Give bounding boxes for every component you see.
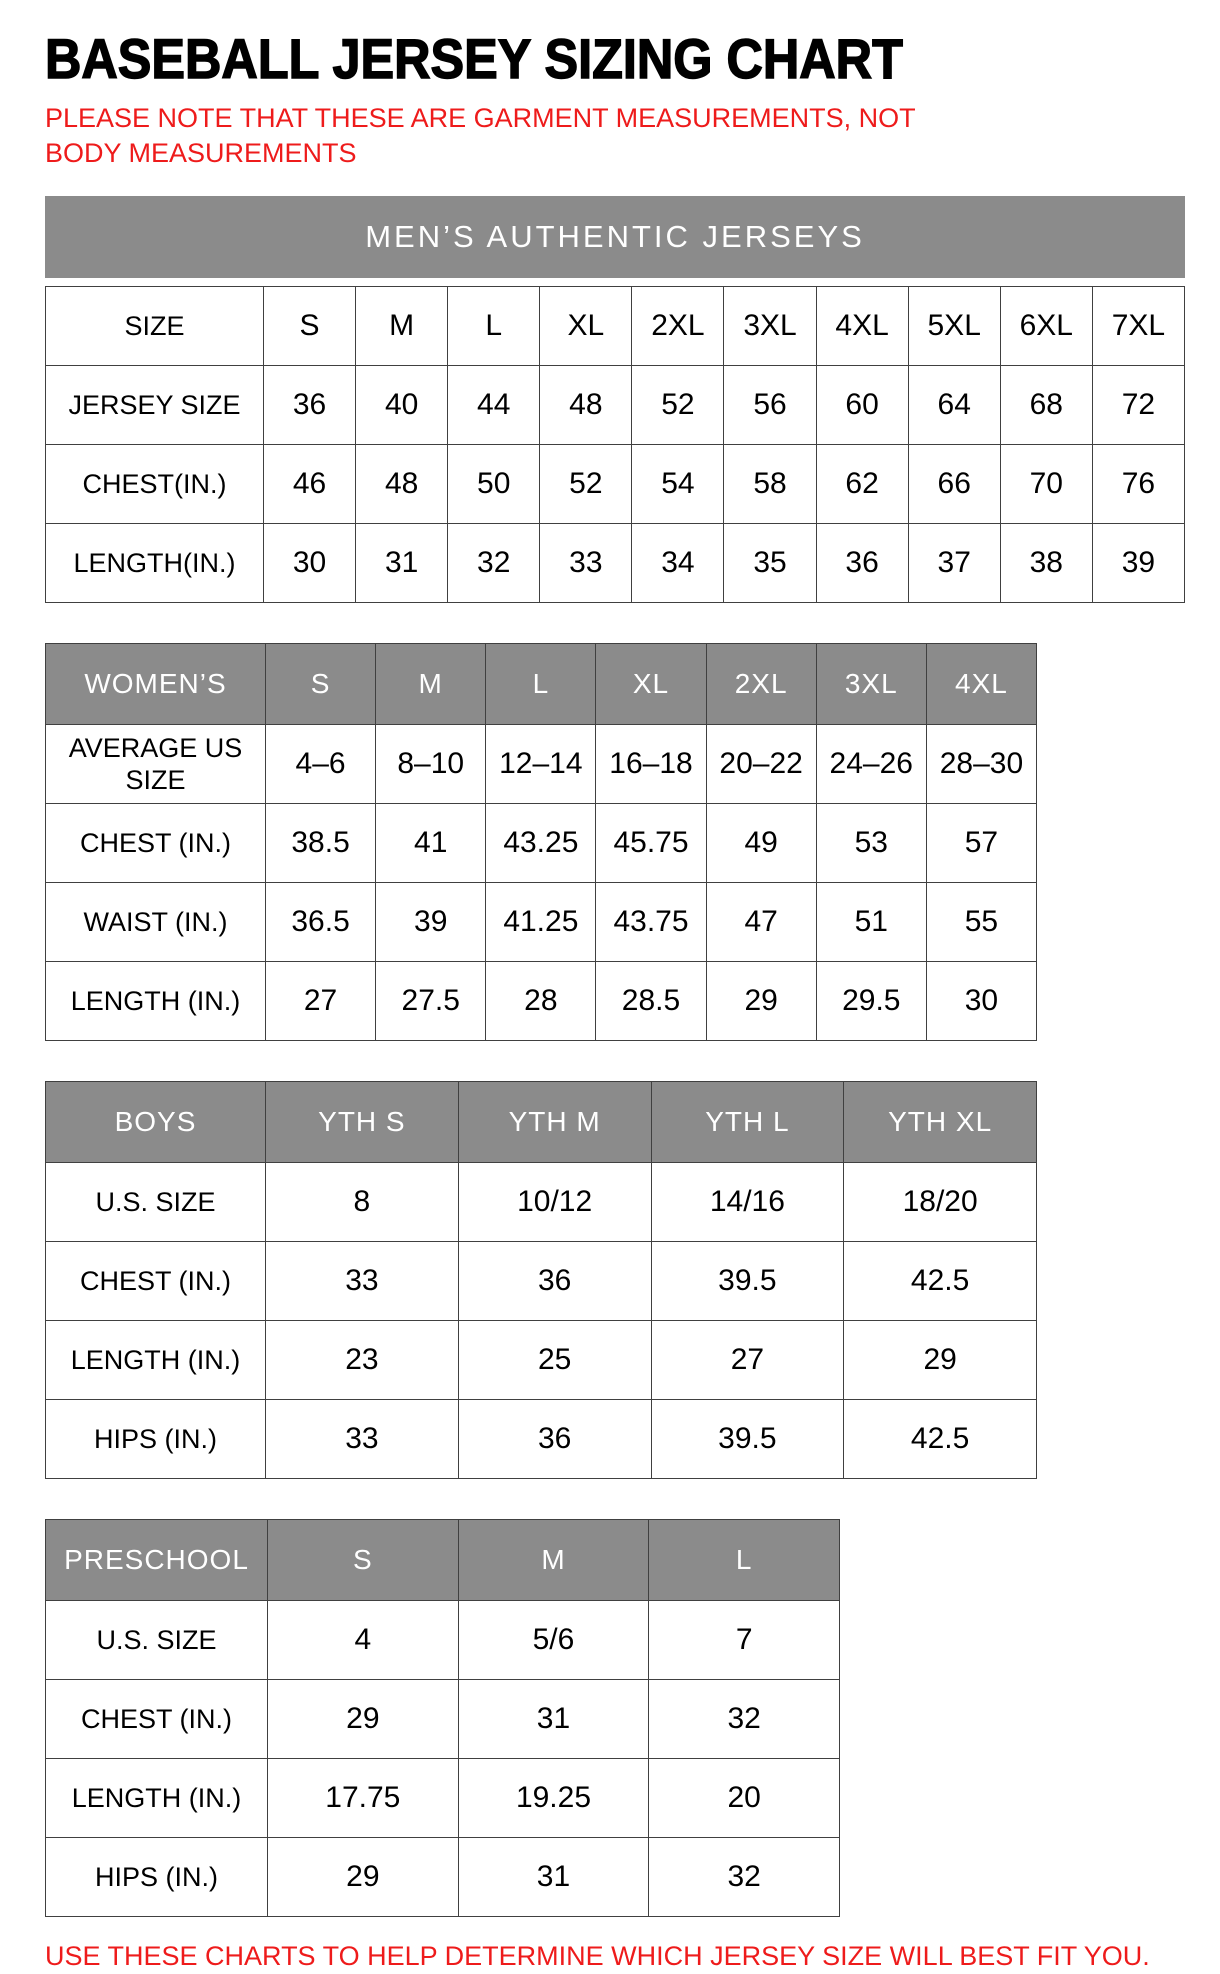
size-value-cell: 29 (706, 962, 816, 1041)
size-value-cell: 28–30 (926, 725, 1036, 804)
size-value-cell: 52 (632, 366, 724, 445)
size-value-cell: 7XL (1092, 287, 1184, 366)
mens-size-grid (45, 286, 1185, 603)
size-value-cell: 64 (908, 366, 1000, 445)
size-value-cell: 41.25 (486, 883, 596, 962)
table-row (46, 366, 1185, 445)
size-value-cell: 33 (266, 1242, 459, 1321)
row-label: HIPS (IN.) (46, 1400, 266, 1479)
size-value-cell: 42.5 (844, 1400, 1037, 1479)
size-value-cell: 44 (448, 366, 540, 445)
table-row (46, 883, 1037, 962)
header-row (46, 1520, 840, 1601)
size-value-cell: 18/20 (844, 1163, 1037, 1242)
size-value-cell: 48 (356, 445, 448, 524)
size-value-cell: M (356, 287, 448, 366)
size-value-cell: 12–14 (486, 725, 596, 804)
size-value-cell: 39 (1092, 524, 1184, 603)
table-corner-label: PRESCHOOL (46, 1520, 268, 1601)
mens-jerseys-table-section (45, 196, 1190, 603)
size-value-cell: 28 (486, 962, 596, 1041)
table-row (46, 962, 1037, 1041)
size-value-cell: 4 (268, 1601, 459, 1680)
size-value-cell: 29 (268, 1838, 459, 1917)
column-header: YTH XL (844, 1082, 1037, 1163)
column-header: S (268, 1520, 459, 1601)
size-value-cell: 20–22 (706, 725, 816, 804)
size-value-cell: 62 (816, 445, 908, 524)
size-value-cell: 72 (1092, 366, 1184, 445)
table-row (46, 1838, 840, 1917)
size-value-cell: 25 (458, 1321, 651, 1400)
size-value-cell: 36 (816, 524, 908, 603)
table-row (46, 1400, 1037, 1479)
row-label: CHEST (IN.) (46, 804, 266, 883)
size-value-cell: 66 (908, 445, 1000, 524)
size-value-cell: 5XL (908, 287, 1000, 366)
size-value-cell: 19.25 (458, 1759, 649, 1838)
size-value-cell: 76 (1092, 445, 1184, 524)
size-value-cell: 43.25 (486, 804, 596, 883)
size-value-cell: 27 (651, 1321, 844, 1400)
row-label: U.S. SIZE (46, 1163, 266, 1242)
size-value-cell: 29 (844, 1321, 1037, 1400)
table-corner-label: WOMEN’S (46, 644, 266, 725)
size-value-cell: 4XL (816, 287, 908, 366)
size-value-cell: 52 (540, 445, 632, 524)
row-label: CHEST (IN.) (46, 1680, 268, 1759)
row-label: HIPS (IN.) (46, 1838, 268, 1917)
size-value-cell: 5/6 (458, 1601, 649, 1680)
size-value-cell: 29 (268, 1680, 459, 1759)
column-header: 4XL (926, 644, 1036, 725)
size-value-cell: 34 (632, 524, 724, 603)
size-value-cell: 4–6 (266, 725, 376, 804)
sizing-chart-page (45, 26, 1190, 1972)
size-value-cell: 30 (264, 524, 356, 603)
table-row (46, 445, 1185, 524)
boys-size-grid (45, 1081, 1037, 1479)
size-value-cell: S (264, 287, 356, 366)
column-header: YTH S (266, 1082, 459, 1163)
column-header: 2XL (706, 644, 816, 725)
size-value-cell: 14/16 (651, 1163, 844, 1242)
size-value-cell: 17.75 (268, 1759, 459, 1838)
column-header: M (458, 1520, 649, 1601)
size-value-cell: 38.5 (266, 804, 376, 883)
size-value-cell: 29.5 (816, 962, 926, 1041)
size-value-cell: 36 (458, 1242, 651, 1321)
row-label: U.S. SIZE (46, 1601, 268, 1680)
size-value-cell: 43.75 (596, 883, 706, 962)
size-value-cell: 41 (376, 804, 486, 883)
column-header: L (649, 1520, 840, 1601)
size-value-cell: 28.5 (596, 962, 706, 1041)
preschool-size-grid (45, 1519, 840, 1917)
size-value-cell: 49 (706, 804, 816, 883)
table-row (46, 1759, 840, 1838)
size-value-cell: 53 (816, 804, 926, 883)
size-value-cell: 47 (706, 883, 816, 962)
womens-jerseys-table-section (45, 643, 1190, 1041)
size-value-cell: 60 (816, 366, 908, 445)
row-label: JERSEY SIZE (46, 366, 264, 445)
size-value-cell: 70 (1000, 445, 1092, 524)
row-label: AVERAGE US SIZE (46, 725, 266, 804)
row-label: LENGTH (IN.) (46, 962, 266, 1041)
size-value-cell: 32 (649, 1680, 840, 1759)
size-value-cell: 2XL (632, 287, 724, 366)
size-value-cell: 58 (724, 445, 816, 524)
size-value-cell: 50 (448, 445, 540, 524)
size-value-cell: 36 (458, 1400, 651, 1479)
column-header: XL (596, 644, 706, 725)
size-value-cell: 45.75 (596, 804, 706, 883)
size-value-cell: 54 (632, 445, 724, 524)
table-row (46, 1321, 1037, 1400)
size-value-cell: 3XL (724, 287, 816, 366)
size-value-cell: L (448, 287, 540, 366)
column-header: L (486, 644, 596, 725)
size-value-cell: 39.5 (651, 1400, 844, 1479)
size-value-cell: 46 (264, 445, 356, 524)
size-value-cell: 8–10 (376, 725, 486, 804)
size-value-cell: 35 (724, 524, 816, 603)
size-value-cell: 20 (649, 1759, 840, 1838)
row-label: WAIST (IN.) (46, 883, 266, 962)
size-value-cell: 39 (376, 883, 486, 962)
size-value-cell: 37 (908, 524, 1000, 603)
size-value-cell: 57 (926, 804, 1036, 883)
table-row (46, 804, 1037, 883)
size-value-cell: 23 (266, 1321, 459, 1400)
size-value-cell: 42.5 (844, 1242, 1037, 1321)
table-row (46, 1242, 1037, 1321)
header-row (46, 644, 1037, 725)
preschool-jerseys-table-section (45, 1519, 1190, 1917)
size-value-cell: 39.5 (651, 1242, 844, 1321)
size-value-cell: 10/12 (458, 1163, 651, 1242)
mens-table-title: MEN’S AUTHENTIC JERSEYS (45, 196, 1185, 278)
size-value-cell: 55 (926, 883, 1036, 962)
page-title: BASEBALL JERSEY SIZING CHART (45, 27, 903, 90)
size-value-cell: 36.5 (266, 883, 376, 962)
size-value-cell: 6XL (1000, 287, 1092, 366)
size-value-cell: 68 (1000, 366, 1092, 445)
table-row (46, 524, 1185, 603)
table-row (46, 287, 1185, 366)
table-corner-label: BOYS (46, 1082, 266, 1163)
size-value-cell: 30 (926, 962, 1036, 1041)
column-header: 3XL (816, 644, 926, 725)
size-value-cell: 31 (356, 524, 448, 603)
size-value-cell: 33 (540, 524, 632, 603)
size-value-cell: 31 (458, 1838, 649, 1917)
table-row (46, 1601, 840, 1680)
size-value-cell: 56 (724, 366, 816, 445)
row-label: LENGTH (IN.) (46, 1321, 266, 1400)
garment-measurement-note: PLEASE NOTE THAT THESE ARE GARMENT MEASUREMENTS, NOT BODY MEASUREMENTS (45, 103, 916, 168)
size-value-cell: 7 (649, 1601, 840, 1680)
column-header: M (376, 644, 486, 725)
size-value-cell: 24–26 (816, 725, 926, 804)
size-value-cell: 31 (458, 1680, 649, 1759)
row-label: LENGTH(IN.) (46, 524, 264, 603)
column-header: YTH L (651, 1082, 844, 1163)
row-label: CHEST (IN.) (46, 1242, 266, 1321)
row-label: LENGTH (IN.) (46, 1759, 268, 1838)
size-value-cell: 32 (448, 524, 540, 603)
row-label: SIZE (46, 287, 264, 366)
table-row (46, 725, 1037, 804)
table-row (46, 1163, 1037, 1242)
womens-size-grid (45, 643, 1037, 1041)
header-row (46, 1082, 1037, 1163)
size-value-cell: 16–18 (596, 725, 706, 804)
column-header: YTH M (458, 1082, 651, 1163)
size-value-cell: 40 (356, 366, 448, 445)
table-row (46, 1680, 840, 1759)
boys-jerseys-table-section (45, 1081, 1190, 1479)
size-value-cell: 38 (1000, 524, 1092, 603)
column-header: S (266, 644, 376, 725)
size-value-cell: 33 (266, 1400, 459, 1479)
size-value-cell: 32 (649, 1838, 840, 1917)
size-value-cell: XL (540, 287, 632, 366)
size-value-cell: 48 (540, 366, 632, 445)
row-label: CHEST(IN.) (46, 445, 264, 524)
size-value-cell: 27 (266, 962, 376, 1041)
footer-note: USE THESE CHARTS TO HELP DETERMINE WHICH JERSEY SIZE WILL BEST FIT YOU. (45, 1941, 1150, 1972)
size-value-cell: 8 (266, 1163, 459, 1242)
size-value-cell: 51 (816, 883, 926, 962)
size-value-cell: 36 (264, 366, 356, 445)
size-value-cell: 27.5 (376, 962, 486, 1041)
